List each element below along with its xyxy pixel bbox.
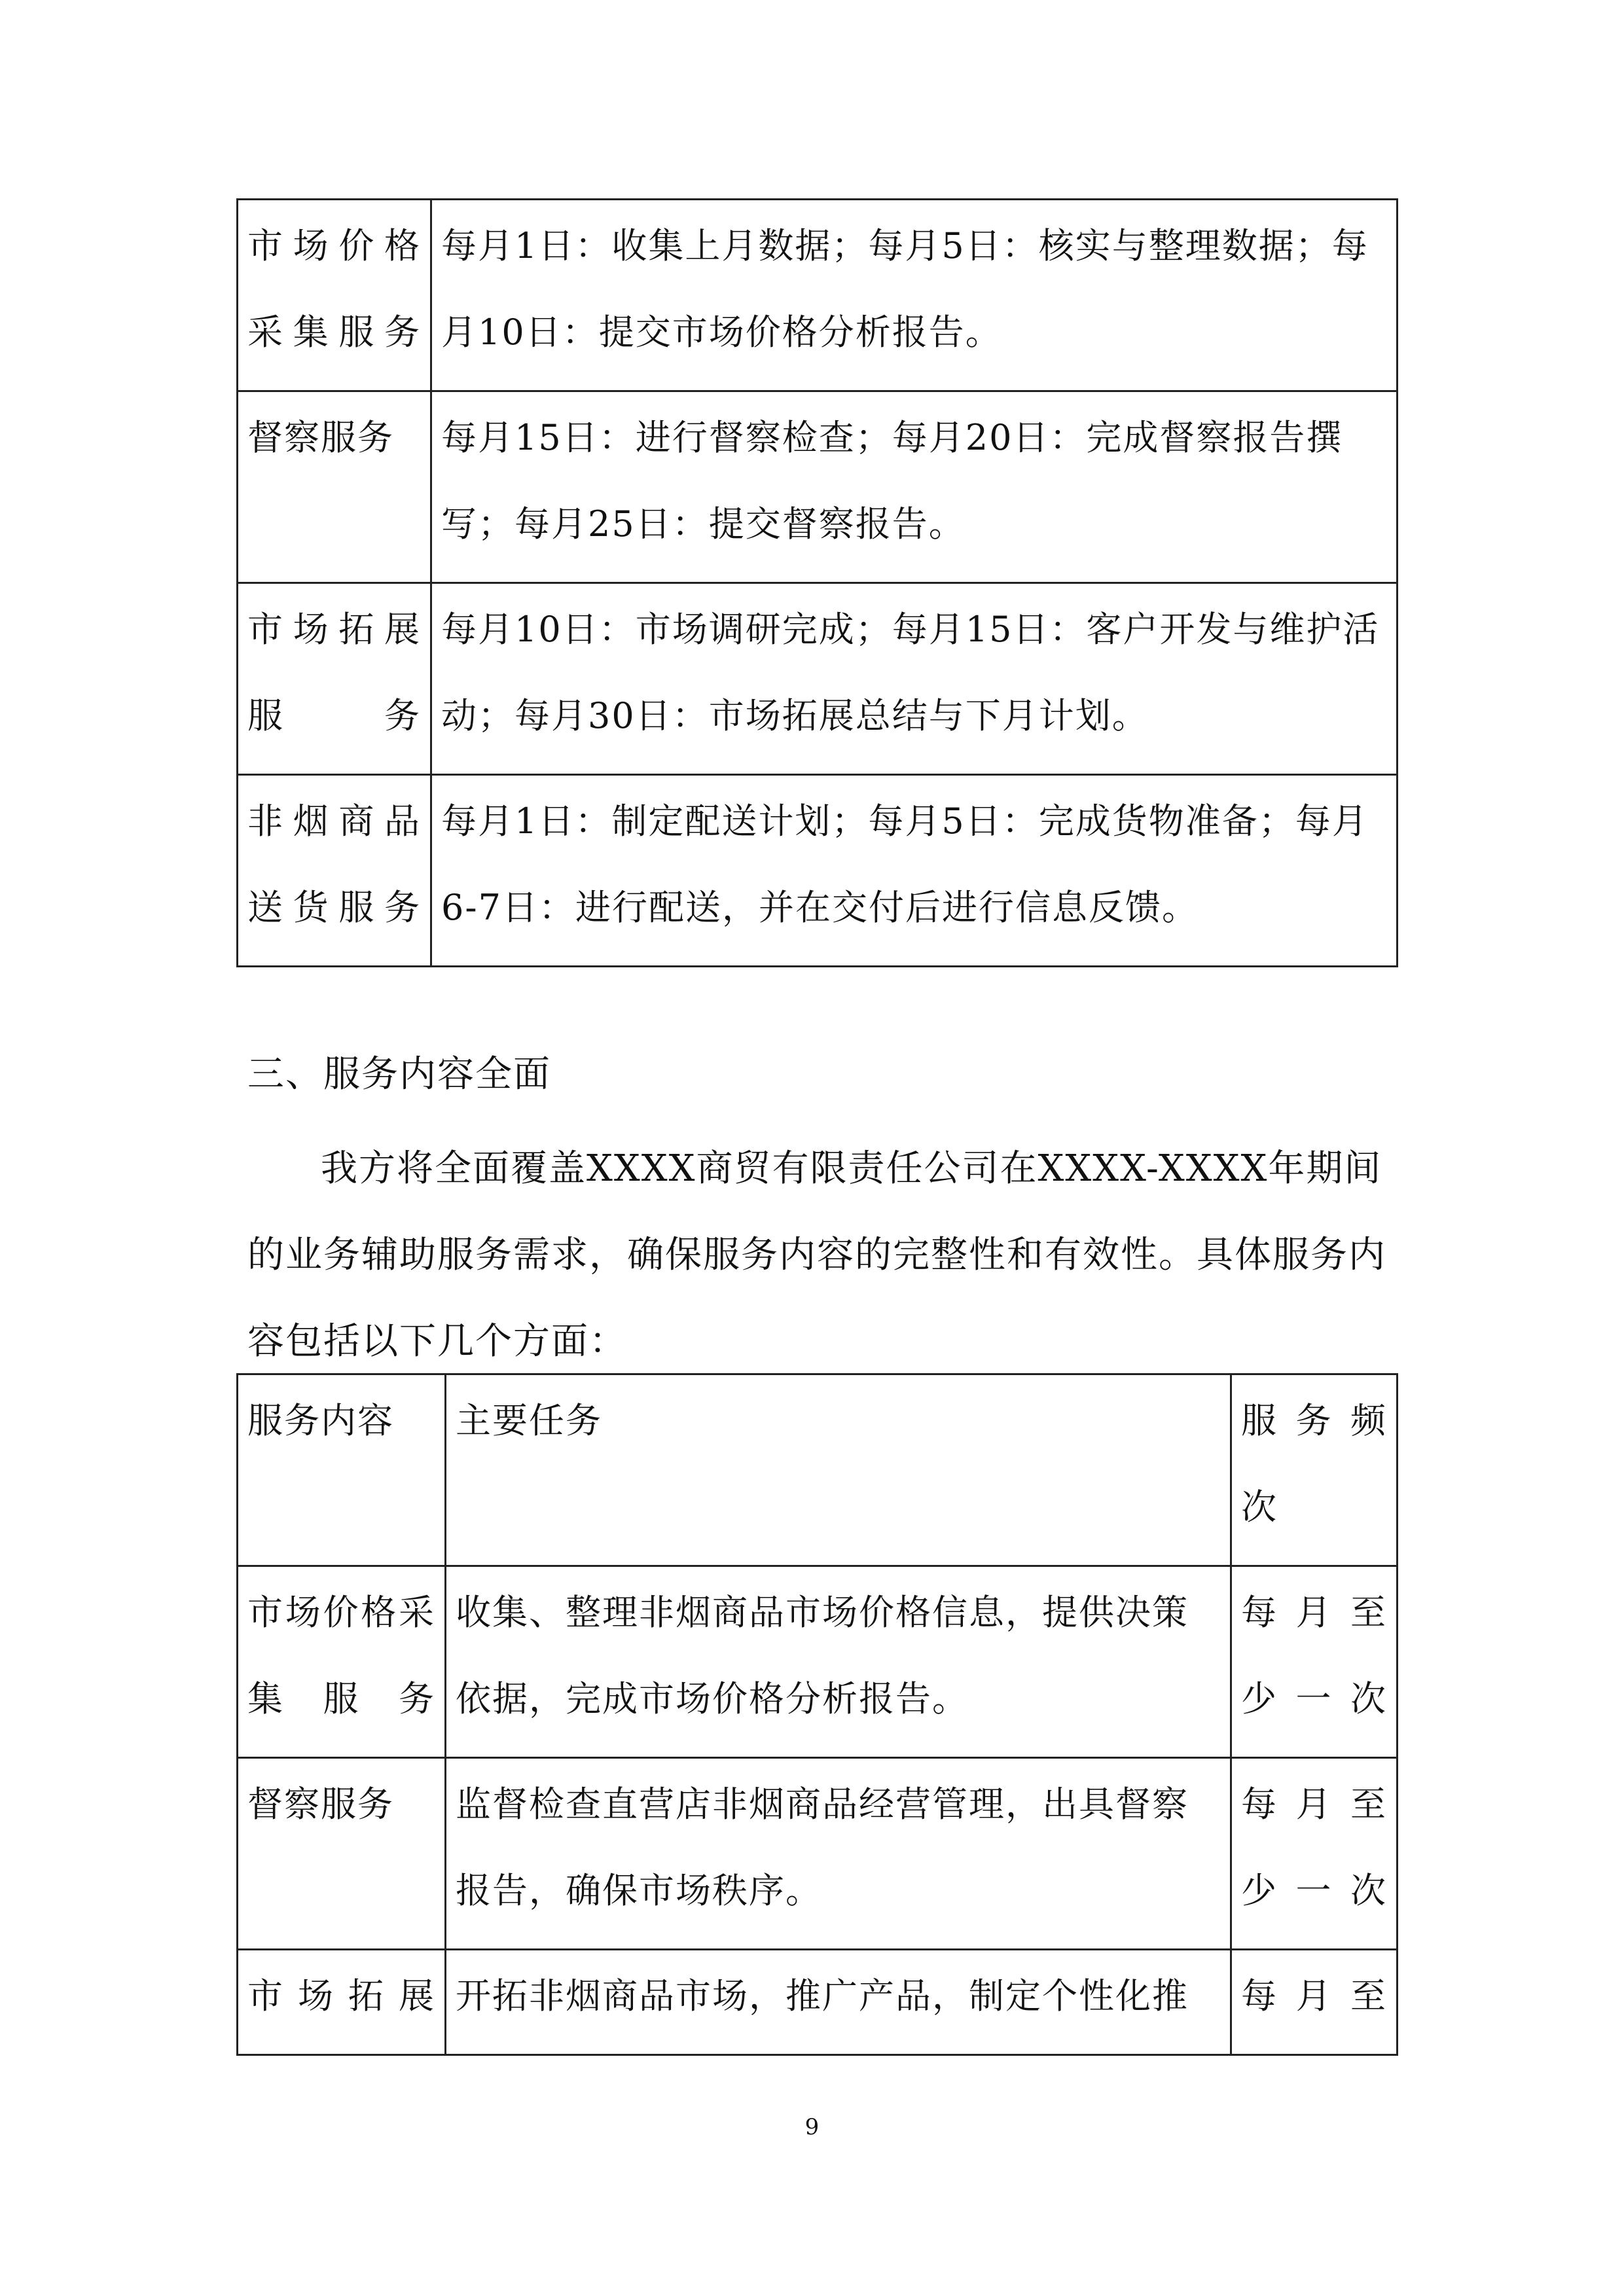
section-paragraph: 我方将全面覆盖XXXX商贸有限责任公司在XXXX-XXXX年期间的业务辅助服务需求，确保服务内容的完整性和有效性。具体服务内容包括以下几个方面： <box>247 1147 1386 1363</box>
schedule-table <box>236 198 1398 967</box>
header-frequency: 服务频次 <box>1231 1374 1398 1566</box>
service-content-cell: 市场价格采集服务 <box>238 1566 446 1758</box>
page-number: 9 <box>804 2114 820 2140</box>
service-name-cell: 非烟商品送货服务 <box>238 775 431 967</box>
section-heading: 三、服务内容全面 <box>247 1053 551 1096</box>
header-service-content: 服务内容 <box>238 1374 446 1566</box>
frequency-cell: 每月至少一次 <box>1231 1758 1398 1950</box>
table-row <box>238 775 1398 967</box>
service-content-cell: 市场拓展 <box>238 1950 446 2055</box>
main-task-cell: 监督检查直营店非烟商品经营管理，出具督察报告，确保市场秩序。 <box>446 1758 1231 1950</box>
table-row <box>238 583 1398 775</box>
header-main-task: 主要任务 <box>446 1374 1231 1566</box>
service-name-cell: 市场价格采集服务 <box>238 200 431 391</box>
table-row <box>238 391 1398 583</box>
main-task-cell: 收集、整理非烟商品市场价格信息，提供决策依据，完成市场价格分析报告。 <box>446 1566 1231 1758</box>
table-header-row <box>238 1374 1398 1566</box>
frequency-cell: 每月至少一次 <box>1231 1566 1398 1758</box>
table-row <box>238 1758 1398 1950</box>
schedule-cell: 每月1日：制定配送计划；每月5日：完成货物准备；每月6-7日：进行配送，并在交付后进行信息反馈。 <box>431 775 1398 967</box>
table-row <box>238 1950 1398 2055</box>
main-task-cell: 开拓非烟商品市场，推广产品，制定个性化推 <box>446 1950 1231 2055</box>
service-content-table <box>236 1373 1398 2056</box>
service-content-cell: 督察服务 <box>238 1758 446 1950</box>
schedule-cell: 每月10日：市场调研完成；每月15日：客户开发与维护活动；每月30日：市场拓展总结与下月计划。 <box>431 583 1398 775</box>
service-name-cell: 督察服务 <box>238 391 431 583</box>
table-row <box>238 1566 1398 1758</box>
frequency-cell: 每月至 <box>1231 1950 1398 2055</box>
table-row <box>238 200 1398 391</box>
schedule-cell: 每月15日：进行督察检查；每月20日：完成督察报告撰写；每月25日：提交督察报告。 <box>431 391 1398 583</box>
service-name-cell: 市场拓展服务 <box>238 583 431 775</box>
schedule-cell: 每月1日：收集上月数据；每月5日：核实与整理数据；每月10日：提交市场价格分析报告。 <box>431 200 1398 391</box>
